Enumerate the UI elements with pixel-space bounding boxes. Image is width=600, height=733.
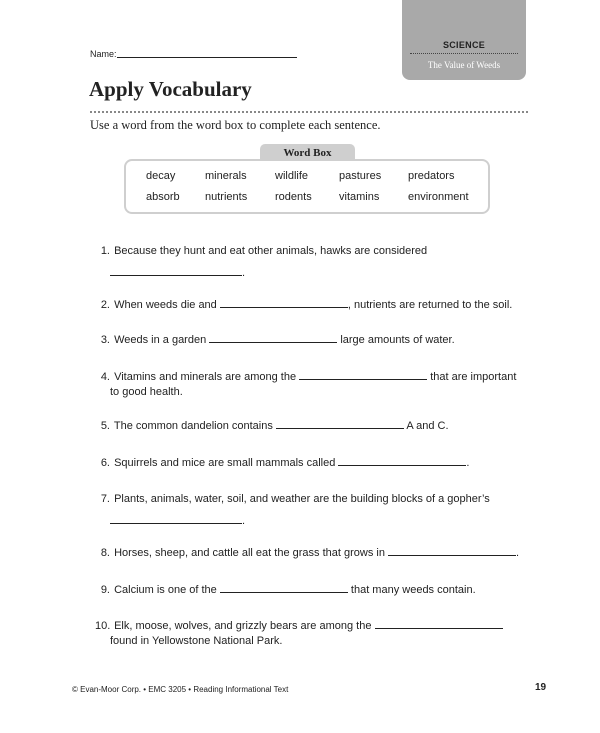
question-text-end: . [242,515,246,527]
question-4 [95,369,525,400]
question-5 [95,418,525,434]
question-8 [95,545,525,561]
question-number: 7. [100,493,110,505]
answer-blank[interactable] [375,618,503,629]
question-text-end: . [242,267,246,279]
page-number: 19 [535,682,547,693]
word-minerals: minerals [205,170,247,182]
question-3 [95,332,525,348]
word-predators: predators [408,170,455,182]
question-number: 10. [95,620,111,632]
page-title: Apply Vocabulary [89,77,252,101]
question-10 [95,618,525,649]
question-text: Squirrels and mice are small mammals called [114,457,336,469]
question-text: Elk, moose, wolves, and grizzly bears are among the [114,620,372,632]
question-number: 6. [100,457,110,469]
question-2 [95,297,525,313]
question-text: Horses, sheep, and cattle all eat the grass that grows in [114,547,385,559]
topic-label: The Value of Weeds [427,60,501,70]
word-environment: environment [408,191,469,203]
word-nutrients: nutrients [205,191,248,203]
question-6 [95,455,525,471]
word-pastures: pastures [339,170,382,182]
word-absorb: absorb [146,191,180,203]
word-box-label: Word Box [260,144,355,161]
answer-blank[interactable] [276,418,404,429]
question-text: The common dandelion contains [113,420,273,432]
question-number: 9. [100,584,110,596]
question-text: Weeds in a garden [114,334,207,346]
answer-blank[interactable] [388,545,516,556]
answer-blank[interactable] [110,265,242,276]
question-number: 5. [100,420,110,432]
question-9 [95,582,525,598]
answer-blank[interactable] [209,332,337,343]
name-field[interactable] [117,57,297,58]
name-label: Name: [90,49,117,59]
question-text-end: . [466,457,470,469]
subject-tab [402,0,526,80]
question-number: 2. [100,299,110,311]
question-text-end: . [516,547,520,559]
question-text-end: that many weeds contain. [347,584,476,596]
question-text: Because they hunt and eat other animals, hawks are considered [114,245,428,257]
question-text: Calcium is one of the [114,584,217,596]
subject-label: SCIENCE [442,40,486,50]
question-number: 1. [100,245,110,257]
question-text: Vitamins and minerals are among the [114,371,297,383]
answer-blank[interactable] [220,582,348,593]
question-1 [95,244,525,281]
question-text-end: that are important [427,371,517,383]
question-text: Plants, animals, water, soil, and weather are the building blocks of a gopher’s [114,493,490,505]
question-text: When weeds die and [114,299,217,311]
word-decay: decay [146,170,176,182]
question-text-end: A and C. [403,420,449,432]
question-text-continued: found in Yellowstone National Park. [110,635,283,647]
word-vitamins: vitamins [339,191,380,203]
answer-blank[interactable] [220,297,348,308]
instructions: Use a word from the word box to complete each sentence. [90,118,381,132]
word-rodents: rodents [275,191,312,203]
answer-blank[interactable] [338,455,466,466]
question-number: 8. [100,547,110,559]
word-wildlife: wildlife [275,170,309,182]
answer-blank[interactable] [299,369,427,380]
question-7 [95,492,525,529]
title-divider [90,111,528,113]
question-text-end: large amounts of water. [337,334,455,346]
answer-blank[interactable] [110,513,242,524]
tab-divider [410,53,518,54]
question-text-end: , nutrients are returned to the soil. [347,299,513,311]
question-text-continued: to good health. [110,386,183,398]
word-box [124,159,490,214]
question-number: 3. [100,334,110,346]
question-number: 4. [100,371,110,383]
footer-credit: © Evan-Moor Corp. • EMC 3205 • Reading Informational Text [72,685,289,694]
